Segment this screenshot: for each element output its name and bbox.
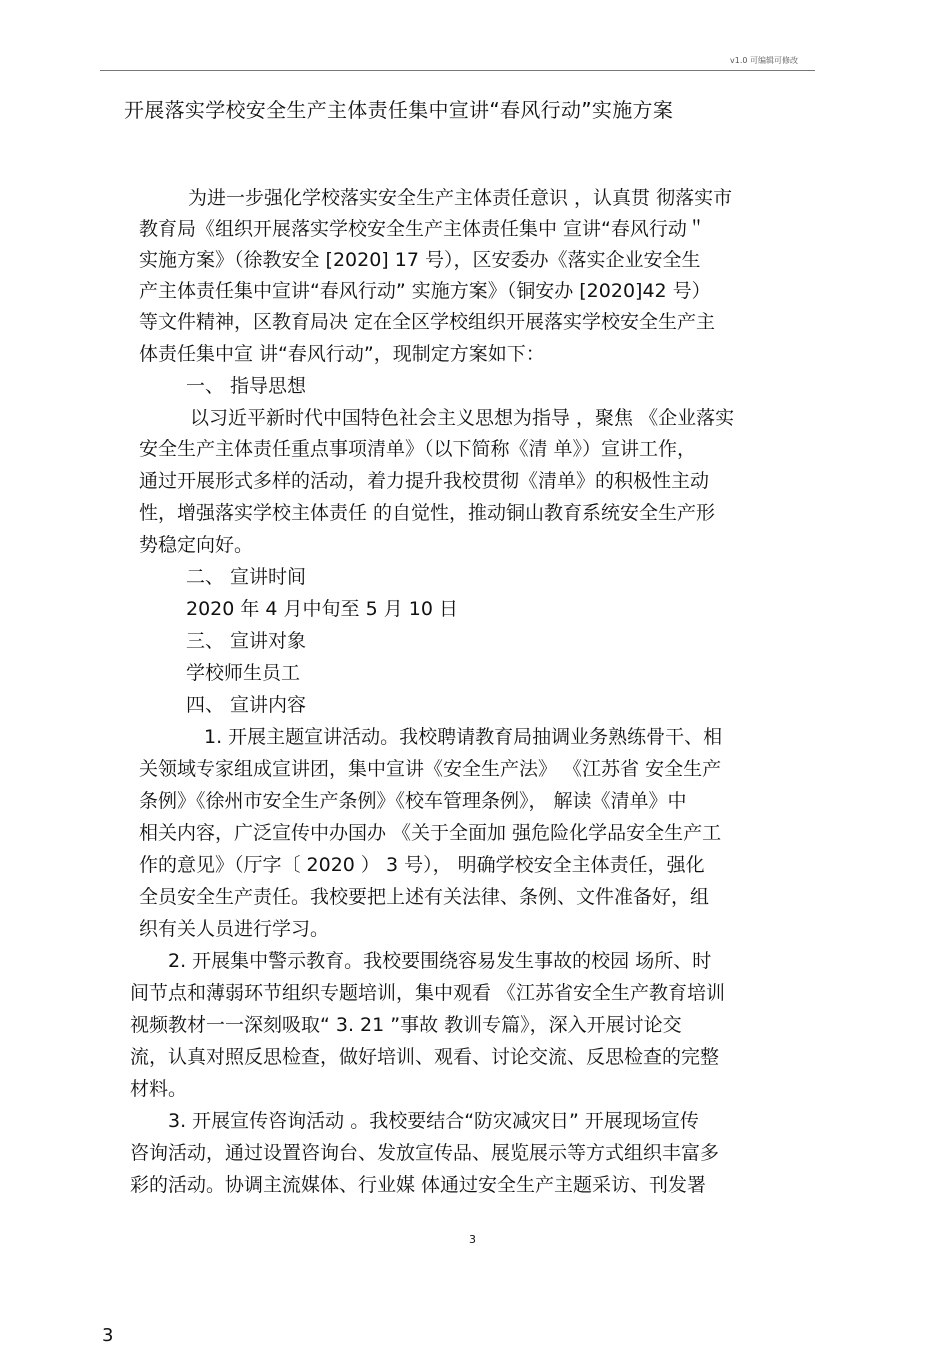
body-line: 性，增强落实学校主体责任 的自觉性，推动铜山教育系统安全生产形 (139, 502, 716, 524)
page-number: 3 (469, 1233, 476, 1246)
body-line: 材料。 (130, 1078, 188, 1100)
body-line: 学校师生员工 (186, 662, 301, 684)
document-title: 开展落实学校安全生产主体责任集中宣讲“春风行动”实施方案 (124, 98, 674, 122)
body-line: 关领域专家组成宣讲团，集中宣讲《安全生产法》 《江苏省 安全生产 (139, 758, 722, 780)
body-line: 全员安全生产责任。我校要把上述有关法律、条例、文件准备好，组 (139, 886, 710, 908)
body-line: 安全生产主体责任重点事项清单》（以下简称《清 单》）宣讲工作， (139, 438, 697, 460)
body-line: 视频教材一一深刻吸取“ 3. 21 ”事故 教训专篇》，深入开展讨论交 (130, 1014, 682, 1036)
body-line: 产主体责任集中宣讲“春风行动” 实施方案》（铜安办 [2020]42 号） (139, 280, 711, 302)
body-line: 流，认真对照反思检查，做好培训、观看、讨论交流、反思检查的完整 (130, 1046, 720, 1068)
body-line: 二、 宣讲时间 (186, 566, 307, 588)
body-line: 四、 宣讲内容 (186, 694, 307, 716)
body-line: 1. 开展主题宣讲活动。我校聘请教育局抽调业务熟练骨干、相 (204, 726, 723, 748)
body-line: 相关内容，广泛宣传中办国办 《关于全面加 强危险化学品安全生产工 (139, 822, 722, 844)
body-line: 为进一步强化学校落实安全生产主体责任意识 ，认真贯 彻落实市 (188, 187, 733, 209)
body-line: 咨询活动，通过设置咨询台、发放宣传品、展览展示等方式组织丰富多 (130, 1142, 720, 1164)
body-line: 一、 指导思想 (186, 375, 307, 397)
body-line: 织有关人员进行学习。 (139, 918, 330, 940)
body-line: 以习近平新时代中国特色社会主义思想为指导 ，聚焦 《企业落实 (190, 407, 735, 429)
body-line: 教育局《组织开展落实学校安全生产主体责任集中 宣讲“春风行动＂ (139, 218, 706, 240)
body-line: 2. 开展集中警示教育。我校要围绕容易发生事故的校园 场所、时 (168, 950, 712, 972)
body-line: 三、 宣讲对象 (186, 630, 307, 652)
body-line: 2020 年 4 月中旬至 5 月 10 日 (186, 598, 458, 620)
body-line: 间节点和薄弱环节组织专题培训，集中观看 《江苏省安全生产教育培训 (130, 982, 726, 1004)
body-line: 彩的活动。协调主流媒体、行业媒 体通过安全生产主题采访、刊发署 (130, 1174, 707, 1196)
body-line: 3. 开展宣传咨询活动 。我校要结合“防灾减灾日” 开展现场宣传 (168, 1110, 699, 1132)
corner-page-number: 3 (102, 1325, 114, 1346)
body-line: 势稳定向好。 (139, 534, 254, 556)
body-line: 等文件精神，区教育局决 定在全区学校组织开展落实学校安全生产主 (139, 311, 716, 333)
body-line: 作的意见》（厅字〔 2020 ） 3 号）， 明确学校安全主体责任，强化 (139, 854, 705, 876)
header-version-note: v1.0 可编辑可修改 (730, 56, 798, 65)
body-line: 条例》《徐州市安全生产条例》《校车管理条例》， 解读《清单》中 (139, 790, 687, 812)
body-line: 体责任集中宣 讲“春风行动”，现制定方案如下： (139, 343, 545, 365)
body-line: 通过开展形式多样的活动，着力提升我校贯彻《清单》的积极性主动 (139, 470, 710, 492)
body-line: 实施方案》（徐教安全 [2020] 17 号），区安委办《落实企业安全生 (139, 249, 701, 271)
header-divider (100, 70, 815, 71)
